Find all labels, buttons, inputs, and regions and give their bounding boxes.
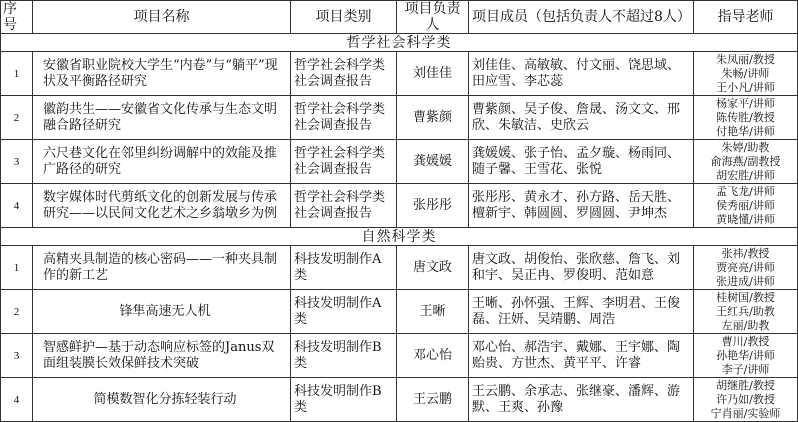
advisor: 朱畅/讲师 <box>721 66 770 80</box>
section-title: 哲学社会科学类 <box>1 34 798 52</box>
advisor: 杨家平/讲师 <box>716 96 775 110</box>
advisor: 曹川/教授 <box>721 334 770 348</box>
advisor: 侯秀丽/讲师 <box>716 198 775 212</box>
row-no: 3 <box>1 140 33 184</box>
table-row <box>1 96 798 140</box>
section-header-row <box>1 228 798 246</box>
section-title: 自然科学类 <box>1 228 798 246</box>
project-members: 曹紫颜、吴子俊、詹晟、汤文文、邢欣、朱敏洁、史欣云 <box>469 96 694 140</box>
project-members: 王云鹏、余承志、张继豪、潘辉、游默、王爽、孙豫 <box>469 378 694 422</box>
table-row <box>1 290 798 334</box>
advisor-cell <box>694 96 798 140</box>
project-category: 科技发明制作A类 <box>291 246 397 290</box>
advisor: 贾亮亮/讲师 <box>716 260 775 274</box>
advisor-cell <box>694 378 798 422</box>
project-leader: 邓心怡 <box>397 334 469 378</box>
header-members: 项目成员（包括负责人不超过8人） <box>469 1 694 34</box>
table-row <box>1 140 798 184</box>
advisor-cell <box>694 140 798 184</box>
advisor: 胡继胜/教授 <box>716 378 775 392</box>
project-category: 科技发明制作A类 <box>291 290 397 334</box>
row-no: 2 <box>1 290 33 334</box>
advisor: 胡宏胜/讲师 <box>716 168 775 182</box>
table-row <box>1 334 798 378</box>
advisor: 付艳华/讲师 <box>716 124 775 138</box>
table-row <box>1 52 798 96</box>
row-no: 2 <box>1 96 33 140</box>
project-category: 哲学社会科学类社会调查报告 <box>291 96 397 140</box>
header-leader: 项目负责人 <box>397 1 469 34</box>
table-row <box>1 246 798 290</box>
project-name: 锋隼高速无人机 <box>33 290 291 334</box>
project-leader: 龚媛媛 <box>397 140 469 184</box>
header-row <box>1 1 798 34</box>
project-leader: 刘佳佳 <box>397 52 469 96</box>
header-no: 序号 <box>1 1 33 34</box>
project-members: 刘佳佳、高敏敏、付文丽、饶思域、田应雪、李芯蕊 <box>469 52 694 96</box>
project-leader: 张彤彤 <box>397 184 469 228</box>
advisor-cell <box>694 290 798 334</box>
advisor: 王小凡/讲师 <box>716 80 775 94</box>
project-name: 高精夹具制造的核心密码——一种夹具制作的新工艺 <box>33 246 291 290</box>
table-row <box>1 378 798 422</box>
row-no: 3 <box>1 334 33 378</box>
row-no: 1 <box>1 246 33 290</box>
header-name: 项目名称 <box>33 1 291 34</box>
advisor: 朱婷/助教 <box>721 140 770 154</box>
advisor: 孟飞龙/讲师 <box>716 184 775 198</box>
section-header-row <box>1 34 798 52</box>
header-category: 项目类别 <box>291 1 397 34</box>
project-name: 智感鲜护—基于动态响应标签的Janus双面组装膜长效保鲜技术突破 <box>33 334 291 378</box>
project-name: 安徽省职业院校大学生“内卷”与“躺平”现状及平衡路径研究 <box>33 52 291 96</box>
row-no: 4 <box>1 378 33 422</box>
advisor: 孙艳华/讲师 <box>716 348 775 362</box>
advisor-cell <box>694 246 798 290</box>
advisor: 桂树国/教授 <box>716 290 775 304</box>
project-name: 数字媒体时代剪纸文化的创新发展与传承研究——以民间文化艺术之乡翁墩乡为例 <box>33 184 291 228</box>
advisor: 陈传胜/教授 <box>716 110 775 124</box>
project-category: 哲学社会科学类社会调查报告 <box>291 184 397 228</box>
project-name: 简模数智化分拣轻装行动 <box>33 378 291 422</box>
advisor: 朱凤丽/教授 <box>716 52 775 66</box>
advisor-cell <box>694 52 798 96</box>
project-leader: 曹紫颜 <box>397 96 469 140</box>
table-row <box>1 184 798 228</box>
advisor: 黄晓懂/讲师 <box>716 212 775 226</box>
row-no: 4 <box>1 184 33 228</box>
project-category: 哲学社会科学类社会调查报告 <box>291 52 397 96</box>
project-members: 龚媛媛、张子怡、孟夕璇、杨雨同、随子馨、王雪花、张悦 <box>469 140 694 184</box>
project-category: 科技发明制作B类 <box>291 334 397 378</box>
project-leader: 王晰 <box>397 290 469 334</box>
project-leader: 唐文政 <box>397 246 469 290</box>
advisor: 俞海燕/副教授 <box>710 154 781 168</box>
header-advisor: 指导老师 <box>694 1 798 34</box>
project-members: 唐文政、胡俊怡、张欣慈、詹飞、刘和宇、吴正冉、罗俊明、范如意 <box>469 246 694 290</box>
advisor: 张祎/教授 <box>721 246 770 260</box>
advisor: 左丽/助教 <box>721 318 770 332</box>
project-members: 张彤彤、黄永才、孙方路、岳天胜、檀新宇、韩圆圆、罗圆圆、尹坤杰 <box>469 184 694 228</box>
advisor: 宁肖丽/实验师 <box>710 406 781 420</box>
project-category: 科技发明制作B类 <box>291 378 397 422</box>
row-no: 1 <box>1 52 33 96</box>
project-category: 哲学社会科学类社会调查报告 <box>291 140 397 184</box>
project-name: 徽韵共生——安徽省文化传承与生态文明融合路径研究 <box>33 96 291 140</box>
advisor: 李子/讲师 <box>721 362 770 376</box>
advisor: 张进成/讲师 <box>716 274 775 288</box>
advisor-cell <box>694 334 798 378</box>
project-members: 邓心怡、郝浩宇、戴娜、王宇娜、陶贻贵、方世杰、黄平平、许睿 <box>469 334 694 378</box>
advisor: 王红兵/助教 <box>716 304 775 318</box>
project-name: 六尺巷文化在邻里纠纷调解中的效能及推广路径的研究 <box>33 140 291 184</box>
advisor-cell <box>694 184 798 228</box>
advisor: 许乃如/教授 <box>716 392 775 406</box>
project-leader: 王云鹏 <box>397 378 469 422</box>
project-members: 王晰、孙怀强、王辉、李明君、王俊磊、汪妍、吴靖鹏、周浩 <box>469 290 694 334</box>
